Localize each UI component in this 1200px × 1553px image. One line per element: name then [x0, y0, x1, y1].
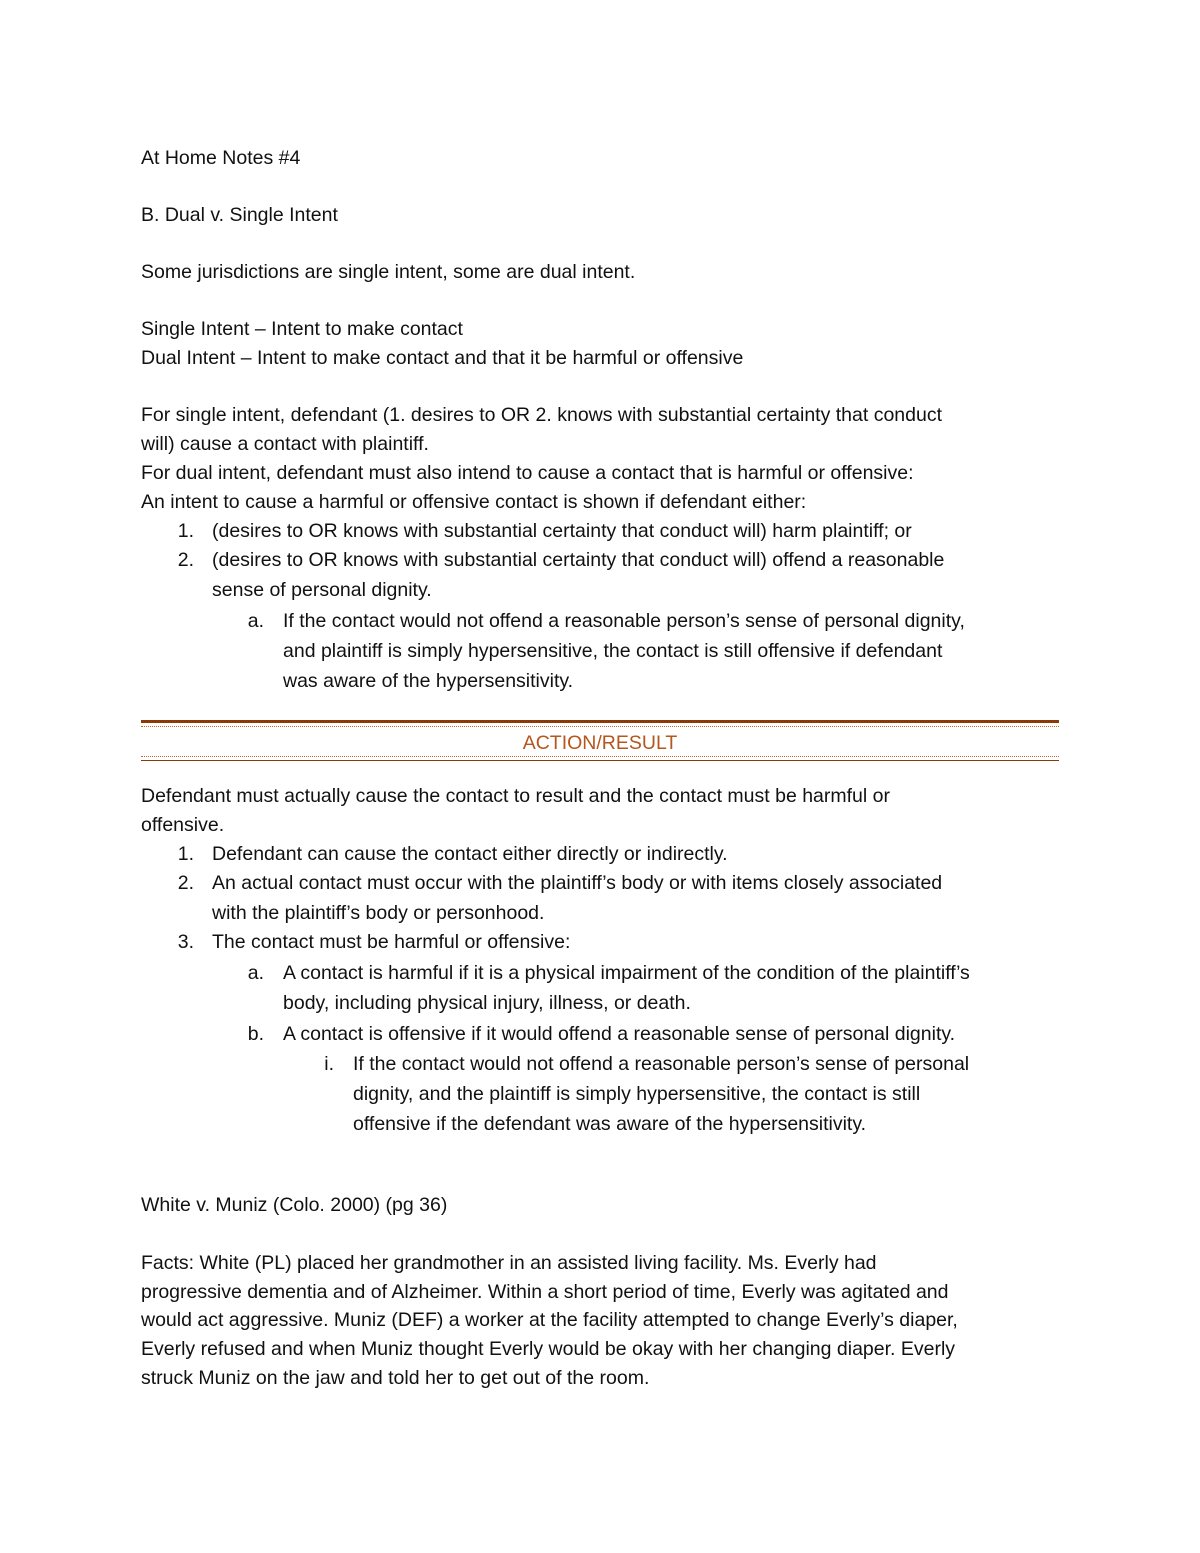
- list-item-text: (desires to OR knows with substantial certainty that conduct will) offend a reasonable: [212, 549, 945, 571]
- sub-sub-item-text: offensive if the defendant was aware of the hypersensitivity.: [353, 1113, 867, 1135]
- list-letter: b.: [247, 1023, 264, 1045]
- action-intro-line: offensive.: [141, 814, 225, 836]
- list-item-text: (desires to OR knows with substantial certainty that conduct will) harm plaintiff; or: [212, 520, 912, 542]
- dual-intent-definition: Dual Intent – Intent to make contact and that it be harmful or offensive: [141, 347, 744, 369]
- list-roman: i.: [324, 1053, 334, 1075]
- section-b-heading: B. Dual v. Single Intent: [141, 204, 338, 226]
- list-item-text: Defendant can cause the contact either directly or indirectly.: [212, 843, 728, 865]
- list-letter: a.: [247, 610, 264, 632]
- sub-sub-item-text: If the contact would not offend a reasonable person’s sense of personal: [353, 1053, 970, 1075]
- list-number: 1.: [177, 843, 194, 865]
- facts-line: would act aggressive. Muniz (DEF) a worker at the facility attempted to change Everly’s diaper,: [141, 1309, 958, 1331]
- sub-item-text: A contact is harmful if it is a physical impairment of the condition of the plaintiff’s: [283, 962, 970, 984]
- heading-rule-top: [141, 720, 1059, 727]
- list-letter: a.: [247, 962, 264, 984]
- sub-item-text: was aware of the hypersensitivity.: [283, 670, 574, 692]
- single-intent-paragraph-line: For single intent, defendant (1. desires to OR 2. knows with substantial certainty that conduct: [141, 404, 943, 426]
- list-number: 2.: [177, 872, 194, 894]
- sub-item-text: body, including physical injury, illness, or death.: [283, 992, 691, 1014]
- list-item-text: with the plaintiff’s body or personhood.: [212, 902, 545, 924]
- doc-title: At Home Notes #4: [141, 147, 301, 169]
- list-number: 2.: [177, 549, 194, 571]
- sub-item-text: and plaintiff is simply hypersensitive, the contact is still offensive if defendant: [283, 640, 943, 662]
- list-item-text: An actual contact must occur with the plaintiff’s body or with items closely associated: [212, 872, 943, 894]
- action-result-heading: ACTION/RESULT: [522, 732, 678, 754]
- list-number: 1.: [177, 520, 194, 542]
- facts-line: progressive dementia and of Alzheimer. Within a short period of time, Everly was agitated and: [141, 1281, 949, 1303]
- sub-item-text: If the contact would not offend a reasonable person’s sense of personal dignity,: [283, 610, 965, 632]
- list-number: 3.: [177, 931, 194, 953]
- list-item-text: sense of personal dignity.: [212, 579, 432, 601]
- single-intent-definition: Single Intent – Intent to make contact: [141, 318, 463, 340]
- heading-rule-bottom: [141, 756, 1059, 761]
- case-title: White v. Muniz (Colo. 2000) (pg 36): [141, 1194, 448, 1216]
- sub-sub-item-text: dignity, and the plaintiff is simply hypersensitive, the contact is still: [353, 1083, 921, 1105]
- dual-intent-paragraph: For dual intent, defendant must also intend to cause a contact that is harmful or offensive:: [141, 462, 914, 484]
- intent-shown-paragraph: An intent to cause a harmful or offensive contact is shown if defendant either:: [141, 491, 807, 513]
- facts-line: struck Muniz on the jaw and told her to get out of the room.: [141, 1367, 650, 1389]
- intro-paragraph: Some jurisdictions are single intent, some are dual intent.: [141, 261, 636, 283]
- sub-item-text: A contact is offensive if it would offend a reasonable sense of personal dignity.: [283, 1023, 956, 1045]
- facts-line: Everly refused and when Muniz thought Everly would be okay with her changing diaper. Everly: [141, 1338, 956, 1360]
- single-intent-paragraph-line: will) cause a contact with plaintiff.: [141, 433, 429, 455]
- facts-line: Facts: White (PL) placed her grandmother in an assisted living facility. Ms. Everly had: [141, 1252, 877, 1274]
- action-intro-line: Defendant must actually cause the contact to result and the contact must be harmful or: [141, 785, 890, 807]
- list-item-text: The contact must be harmful or offensive:: [212, 931, 571, 953]
